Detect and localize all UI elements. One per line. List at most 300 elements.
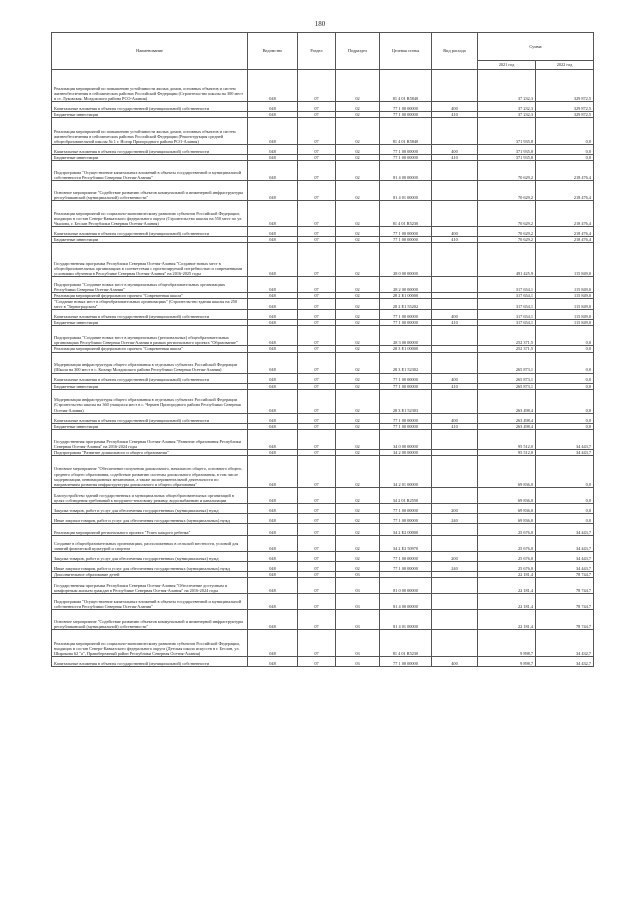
row-vr	[432, 299, 478, 310]
row-sum-2021: 252 371,5	[478, 326, 536, 346]
row-razdel: 07	[298, 70, 336, 102]
row-vr	[432, 326, 478, 346]
row-sum-2021: 95 512,0	[478, 449, 536, 455]
row-sum-2021: 25 676,0	[478, 561, 536, 571]
row-vr	[432, 523, 478, 535]
row-csr: 77 1 00 00000	[380, 383, 432, 389]
row-ved: 048	[248, 629, 298, 656]
row-sum-2022: 34 443,7	[536, 535, 594, 551]
table-row	[52, 102, 594, 112]
row-ved: 048	[248, 423, 298, 429]
row-csr: 81 4 00 00000	[380, 593, 432, 609]
row-ved: 048	[248, 571, 298, 577]
row-name: Закупка товаров, работ и услуг для обеспечения государственных (муниципальных) нужд	[52, 503, 248, 513]
row-name: Бюджетные инвестиции	[52, 383, 248, 389]
row-name: Основное мероприятие "Содействие развитию объектов коммунальной и инженерной инфраструктуры республиканской (муниципальной) собственности"	[52, 609, 248, 629]
row-sum-2021: 317 654,1	[478, 277, 536, 293]
row-ved: 048	[248, 577, 298, 593]
table-row	[52, 352, 594, 373]
header-vr: Вид расхода	[432, 33, 478, 70]
row-vr: 400	[432, 227, 478, 237]
row-vr	[432, 455, 478, 487]
row-ved: 048	[248, 243, 298, 277]
row-vr	[432, 487, 478, 503]
row-sum-2021: 25 676,0	[478, 551, 536, 561]
row-ved: 048	[248, 112, 298, 118]
row-sum-2022: 0,0	[536, 513, 594, 523]
row-razdel: 07	[298, 551, 336, 561]
row-vr	[432, 181, 478, 201]
row-ved: 048	[248, 609, 298, 629]
row-ved: 048	[248, 523, 298, 535]
row-podrazdel: 02	[336, 551, 380, 561]
row-razdel: 07	[298, 423, 336, 429]
row-razdel: 07	[298, 155, 336, 161]
row-vr: 410	[432, 155, 478, 161]
row-podrazdel: 02	[336, 535, 380, 551]
table-row	[52, 523, 594, 535]
row-vr	[432, 277, 478, 293]
row-sum-2021: 265 873,1	[478, 383, 536, 389]
row-razdel: 07	[298, 346, 336, 352]
row-name: Модернизация инфраструктуры общего образования в отдельных субъектах Российской Федерации (Строительство школы на 360 учащихся мест в с. Чермен Пригородного района Республики Северная Осетия-Алания)	[52, 389, 248, 413]
row-sum-2021: 70 629,2	[478, 227, 536, 237]
row-csr: 34 2 00 00000	[380, 449, 432, 455]
row-name: Государственная программа Республики Северная Осетия-Алания "Создание новых мест в общеобразовательных организациях в соответствии с прогнозируемой потребностью и современными условиями обучения в Республике Северная Осетия-Алания" на 2016-2025 годы	[52, 243, 248, 277]
row-name: Бюджетные инвестиции	[52, 320, 248, 326]
row-sum-2022: 0,0	[536, 145, 594, 155]
row-sum-2022: 34 443,7	[536, 523, 594, 535]
row-sum-2022: 0,0	[536, 383, 594, 389]
row-csr: 81 4 01 R5840	[380, 70, 432, 102]
row-vr	[432, 577, 478, 593]
table-row	[52, 201, 594, 227]
table-row	[52, 310, 594, 320]
row-csr: 77 1 00 00000	[380, 310, 432, 320]
row-csr: 77 1 00 00000	[380, 112, 432, 118]
row-vr	[432, 535, 478, 551]
row-vr	[432, 593, 478, 609]
row-vr: 400	[432, 102, 478, 112]
row-podrazdel: 02	[336, 237, 380, 243]
row-name: Реализация мероприятий по социально-экономическому развитию субъектов Российской Федерации, входящих в состав Северо-Кавказского федерального округа (Детская школа искусств в г. Беслан, ул. Широкова 62 "а", Правобережный район Республики Северная Осетия-Алания)	[52, 629, 248, 656]
row-razdel: 07	[298, 413, 336, 423]
table-row	[52, 413, 594, 423]
row-podrazdel: 02	[336, 145, 380, 155]
table-row	[52, 161, 594, 181]
row-razdel: 07	[298, 201, 336, 227]
row-sum-2021: 371 935,8	[478, 155, 536, 161]
row-sum-2021: 69 836,0	[478, 487, 536, 503]
row-name: Основное мероприятие "Обеспечение получения дошкольного, начального общего, основного общего, среднего общего образования, содействие развитию системы дошкольного образования, в том числе модернизации, инновационных механизмов, а также экспериментальной деятельности по направлениям развития инфраструктуры дошкольного и общего образования"	[52, 455, 248, 487]
row-ved: 048	[248, 487, 298, 503]
row-vr: 400	[432, 373, 478, 383]
row-podrazdel: 02	[336, 161, 380, 181]
row-ved: 048	[248, 299, 298, 310]
table-body	[52, 70, 594, 667]
row-razdel: 07	[298, 320, 336, 326]
row-podrazdel: 02	[336, 373, 380, 383]
row-name: Капитальные вложения в объекты государственной (муниципальной) собственности	[52, 227, 248, 237]
row-csr: 77 1 00 00000	[380, 551, 432, 561]
row-razdel: 07	[298, 513, 336, 523]
table-row	[52, 577, 594, 593]
row-sum-2021: 317 654,1	[478, 299, 536, 310]
row-podrazdel: 02	[336, 310, 380, 320]
table-row	[52, 326, 594, 346]
row-name: Бюджетные инвестиции	[52, 112, 248, 118]
row-csr: 28 3 E1 52302	[380, 352, 432, 373]
row-razdel: 07	[298, 112, 336, 118]
row-vr: 240	[432, 513, 478, 523]
table-row	[52, 429, 594, 449]
table-row	[52, 629, 594, 656]
row-razdel: 07	[298, 561, 336, 571]
row-vr: 410	[432, 112, 478, 118]
row-name: "Создание новых мест в общеобразовательных организациях" (Строительство здания школы на 250 мест в "Зерноградском"	[52, 299, 248, 310]
row-ved: 048	[248, 551, 298, 561]
row-ved: 048	[248, 161, 298, 181]
row-sum-2021: 265 873,1	[478, 373, 536, 383]
row-csr: 81 4 01 00000	[380, 609, 432, 629]
row-ved: 048	[248, 389, 298, 413]
row-vr	[432, 118, 478, 145]
row-csr: 34 2 01 00000	[380, 455, 432, 487]
row-sum-2022: 115 849,0	[536, 277, 594, 293]
row-name: Реализация мероприятий по повышению устойчивости жилых домов, основных объектов и систем жизнеобеспечения в сейсмических районах Российской Федерации (Реконструкция средней общеобразовательной школы № 1 г. Ногир Пригородного района РСО-Алания)	[52, 118, 248, 145]
row-razdel: 07	[298, 293, 336, 299]
header-summa: Сумма	[478, 33, 594, 61]
row-sum-2021: 22 181,4	[478, 571, 536, 577]
row-csr: 77 1 00 00000	[380, 413, 432, 423]
row-ved: 048	[248, 373, 298, 383]
row-csr: 77 1 00 00000	[380, 237, 432, 243]
row-name: Создание в общеобразовательных организациях, расположенных в сельской местности, условий для занятий физической культурой и спортом	[52, 535, 248, 551]
row-podrazdel: 02	[336, 503, 380, 513]
table-row	[52, 118, 594, 145]
row-sum-2022: 115 849,0	[536, 293, 594, 299]
row-razdel: 07	[298, 577, 336, 593]
row-name: Реализация мероприятий федерального проекта "Современная школа"	[52, 346, 248, 352]
row-razdel: 07	[298, 277, 336, 293]
table-row	[52, 487, 594, 503]
row-podrazdel: 02	[336, 102, 380, 112]
row-vr: 410	[432, 423, 478, 429]
row-sum-2021: 69 836,0	[478, 503, 536, 513]
row-ved: 048	[248, 352, 298, 373]
row-sum-2021: 25 676,0	[478, 535, 536, 551]
row-razdel: 07	[298, 326, 336, 346]
row-podrazdel: 03	[336, 571, 380, 577]
header-name: Наименование	[52, 33, 248, 70]
row-podrazdel: 02	[336, 155, 380, 161]
row-name: Основное мероприятие "Содействие развитию объектов коммунальной и инженерной инфраструктуры республиканской (муниципальной) собственности"	[52, 181, 248, 201]
row-sum-2022: 0,0	[536, 389, 594, 413]
row-sum-2022: 34 443,7	[536, 551, 594, 561]
row-vr: 240	[432, 561, 478, 571]
row-csr: 77 1 00 00000	[380, 227, 432, 237]
row-name: Благоустройство зданий государственных и муниципальных общеобразовательных организаций в целях соблюдения требований к воздушно-тепловому режиму, водоснабжению и канализации	[52, 487, 248, 503]
row-podrazdel: 02	[336, 227, 380, 237]
row-sum-2021: 69 836,0	[478, 513, 536, 523]
row-sum-2022: 78 744,7	[536, 609, 594, 629]
row-sum-2021: 265 873,1	[478, 352, 536, 373]
row-sum-2022: 115 849,0	[536, 243, 594, 277]
row-sum-2021: 252 371,5	[478, 346, 536, 352]
row-sum-2021: 37 232,3	[478, 102, 536, 112]
page-number: 180	[314, 20, 326, 28]
row-sum-2021: 317 654,1	[478, 293, 536, 299]
row-sum-2022: 0,0	[536, 487, 594, 503]
row-sum-2021: 37 232,3	[478, 112, 536, 118]
row-vr	[432, 609, 478, 629]
row-sum-2022: 0,0	[536, 423, 594, 429]
row-razdel: 07	[298, 181, 336, 201]
row-podrazdel: 03	[336, 577, 380, 593]
row-vr	[432, 161, 478, 181]
row-sum-2022: 0,0	[536, 118, 594, 145]
row-vr: 400	[432, 310, 478, 320]
row-sum-2021: 95 512,0	[478, 429, 536, 449]
row-csr: 77 1 00 00000	[380, 513, 432, 523]
table-row	[52, 389, 594, 413]
header-2022: 2022 год	[536, 61, 594, 70]
table-row	[52, 503, 594, 513]
row-ved: 048	[248, 413, 298, 423]
row-name: Подпрограмма "Осуществление капитальных вложений в объекты государственной и муниципальной собственности Республики Северная Осетия-Алания"	[52, 161, 248, 181]
header-ved: Ведомство	[248, 33, 298, 70]
row-podrazdel: 02	[336, 112, 380, 118]
table-row	[52, 227, 594, 237]
row-sum-2021: 371 935,8	[478, 145, 536, 155]
row-csr: 77 1 00 00000	[380, 145, 432, 155]
row-vr	[432, 352, 478, 373]
row-csr: 77 1 00 00000	[380, 656, 432, 666]
row-sum-2021: 371 935,8	[478, 118, 536, 145]
row-sum-2021: 70 629,2	[478, 237, 536, 243]
row-csr: 28 2 E1 55202	[380, 299, 432, 310]
row-sum-2022: 329 872,5	[536, 102, 594, 112]
row-name: Реализация мероприятий регионального проекта "Успех каждого ребенка"	[52, 523, 248, 535]
row-name: Капитальные вложения в объекты государственной (муниципальной) собственности	[52, 413, 248, 423]
row-name: Бюджетные инвестиции	[52, 155, 248, 161]
row-csr: 81 4 01 00000	[380, 181, 432, 201]
row-name: Иные закупки товаров, работ и услуг для обеспечения государственных (муниципальных) нужд	[52, 561, 248, 571]
table-row	[52, 551, 594, 561]
row-sum-2022: 115 849,0	[536, 320, 594, 326]
row-ved: 048	[248, 383, 298, 389]
row-podrazdel: 02	[336, 299, 380, 310]
row-sum-2022: 115 849,0	[536, 310, 594, 320]
table-row	[52, 243, 594, 277]
table-row	[52, 277, 594, 293]
row-razdel: 07	[298, 455, 336, 487]
budget-table	[51, 32, 594, 667]
row-sum-2021: 22 181,4	[478, 577, 536, 593]
row-name: Государственная программа Республики Северная Осетия-Алания "Развитие образования Республики Северная Осетия-Алания" на 2016-2024 годы	[52, 429, 248, 449]
row-ved: 048	[248, 102, 298, 112]
row-podrazdel: 02	[336, 389, 380, 413]
row-sum-2022: 0,0	[536, 326, 594, 346]
row-csr: 77 1 00 00000	[380, 423, 432, 429]
row-sum-2022: 0,0	[536, 373, 594, 383]
table-row	[52, 513, 594, 523]
row-razdel: 07	[298, 656, 336, 666]
row-vr	[432, 389, 478, 413]
row-sum-2021: 491 425,9	[478, 243, 536, 277]
row-razdel: 07	[298, 299, 336, 310]
row-podrazdel: 02	[336, 293, 380, 299]
row-ved: 048	[248, 513, 298, 523]
row-name: Капитальные вложения в объекты государственной (муниципальной) собственности	[52, 373, 248, 383]
row-vr: 400	[432, 413, 478, 423]
row-vr: 400	[432, 145, 478, 155]
row-podrazdel: 02	[336, 383, 380, 389]
row-sum-2022: 0,0	[536, 413, 594, 423]
row-ved: 048	[248, 503, 298, 513]
row-vr: 410	[432, 383, 478, 389]
row-ved: 048	[248, 535, 298, 551]
row-sum-2022: 0,0	[536, 155, 594, 161]
row-csr: 34 2 E2 00000	[380, 523, 432, 535]
header-razdel: Раздел	[298, 33, 336, 70]
row-sum-2022: 0,0	[536, 503, 594, 513]
row-razdel: 07	[298, 227, 336, 237]
row-csr: 77 1 00 00000	[380, 155, 432, 161]
row-podrazdel: 02	[336, 181, 380, 201]
row-sum-2022: 218 476,4	[536, 181, 594, 201]
row-sum-2021: 70 629,2	[478, 201, 536, 227]
row-ved: 048	[248, 449, 298, 455]
row-ved: 048	[248, 346, 298, 352]
row-sum-2021: 263 498,4	[478, 413, 536, 423]
row-name: Реализация мероприятий по повышению устойчивости жилых домов, основных объектов и систем жизнеобеспечения в сейсмических районах Российской Федерации (Строительство школы на 300 мест в ст. Луковская. Моздокского района РСО-Алания)	[52, 70, 248, 102]
row-name: Бюджетные инвестиции	[52, 237, 248, 243]
row-ved: 048	[248, 237, 298, 243]
table-row	[52, 299, 594, 310]
row-ved: 048	[248, 145, 298, 155]
row-name: Капитальные вложения в объекты государственной (муниципальной) собственности	[52, 145, 248, 155]
row-csr: 81 4 00 00000	[380, 161, 432, 181]
row-podrazdel: 02	[336, 346, 380, 352]
row-razdel: 07	[298, 118, 336, 145]
row-podrazdel: 02	[336, 277, 380, 293]
row-podrazdel: 02	[336, 449, 380, 455]
row-vr: 200	[432, 503, 478, 513]
row-sum-2022: 218 476,4	[536, 161, 594, 181]
row-vr	[432, 70, 478, 102]
row-sum-2022: 0,0	[536, 346, 594, 352]
row-vr	[432, 429, 478, 449]
row-sum-2022: 218 476,4	[536, 201, 594, 227]
row-vr	[432, 201, 478, 227]
row-sum-2022: 34 443,7	[536, 429, 594, 449]
row-csr: 28 0 00 00000	[380, 243, 432, 277]
row-name: Капитальные вложения в объекты государственной (муниципальной) собственности	[52, 310, 248, 320]
row-razdel: 07	[298, 523, 336, 535]
table-row	[52, 535, 594, 551]
row-csr: 81 4 01 R5840	[380, 118, 432, 145]
row-sum-2022: 0,0	[536, 352, 594, 373]
header-podrazdel: Подраздел	[336, 33, 380, 70]
row-podrazdel: 02	[336, 561, 380, 571]
row-sum-2022: 34 443,7	[536, 561, 594, 571]
row-sum-2021: 70 629,2	[478, 161, 536, 181]
row-vr: 400	[432, 656, 478, 666]
table-row	[52, 656, 594, 666]
row-name: Бюджетные инвестиции	[52, 423, 248, 429]
row-csr: 34 2 01 R2550	[380, 487, 432, 503]
row-sum-2021: 9 898,7	[478, 656, 536, 666]
row-csr: 28 2 E1 00000	[380, 293, 432, 299]
row-razdel: 07	[298, 237, 336, 243]
row-ved: 048	[248, 227, 298, 237]
row-csr: 28 2 00 00000	[380, 277, 432, 293]
row-razdel: 07	[298, 449, 336, 455]
table-row	[52, 593, 594, 609]
row-name: Капитальные вложения в объекты государственной (муниципальной) собственности	[52, 102, 248, 112]
row-csr: 77 1 00 00000	[380, 320, 432, 326]
row-sum-2021: 37 232,3	[478, 70, 536, 102]
row-csr: 81 4 01 R5230	[380, 201, 432, 227]
row-ved: 048	[248, 561, 298, 571]
row-ved: 048	[248, 656, 298, 666]
row-razdel: 07	[298, 145, 336, 155]
row-podrazdel: 02	[336, 513, 380, 523]
table-row	[52, 609, 594, 629]
row-ved: 048	[248, 320, 298, 326]
row-sum-2021: 263 498,4	[478, 423, 536, 429]
row-ved: 048	[248, 455, 298, 487]
row-sum-2021: 317 654,1	[478, 310, 536, 320]
row-name: Реализация мероприятий по социально-экономическому развитию субъектов Российской Федерации, входящих в состав Северо-Кавказского федерального округа (Строительство школы на 550 мест по ул. Чкалова, г. Беслан Республики Северная Осетия-Алания)	[52, 201, 248, 227]
row-sum-2022: 78 744,7	[536, 571, 594, 577]
row-ved: 048	[248, 277, 298, 293]
row-podrazdel: 02	[336, 243, 380, 277]
row-sum-2021: 9 898,7	[478, 629, 536, 656]
header-csr: Целевая статья	[380, 33, 432, 70]
row-razdel: 07	[298, 383, 336, 389]
table-row	[52, 145, 594, 155]
row-podrazdel: 02	[336, 320, 380, 326]
row-podrazdel: 02	[336, 118, 380, 145]
row-razdel: 07	[298, 629, 336, 656]
row-podrazdel: 03	[336, 593, 380, 609]
row-csr: 77 1 00 00000	[380, 102, 432, 112]
row-sum-2022: 0,0	[536, 455, 594, 487]
row-podrazdel: 02	[336, 487, 380, 503]
row-csr: 34 0 00 00000	[380, 429, 432, 449]
row-name: Дополнительное образование детей	[52, 571, 248, 577]
row-sum-2022: 34 432,7	[536, 629, 594, 656]
row-razdel: 07	[298, 429, 336, 449]
row-name: Иные закупки товаров, работ и услуг для обеспечения государственных (муниципальных) нужд	[52, 513, 248, 523]
row-ved: 048	[248, 293, 298, 299]
row-sum-2021: 25 676,0	[478, 523, 536, 535]
row-sum-2022: 78 744,7	[536, 593, 594, 609]
row-ved: 048	[248, 181, 298, 201]
row-name: Реализация мероприятий федерального проекта "Современная школа"	[52, 293, 248, 299]
row-ved: 048	[248, 593, 298, 609]
row-ved: 048	[248, 429, 298, 449]
row-sum-2022: 115 849,0	[536, 299, 594, 310]
row-csr: 28 3 00 00000	[380, 326, 432, 346]
row-razdel: 07	[298, 243, 336, 277]
table-row	[52, 70, 594, 102]
row-ved: 048	[248, 201, 298, 227]
row-csr: 34 2 E2 50970	[380, 535, 432, 551]
row-csr: 28 3 E1 00000	[380, 346, 432, 352]
